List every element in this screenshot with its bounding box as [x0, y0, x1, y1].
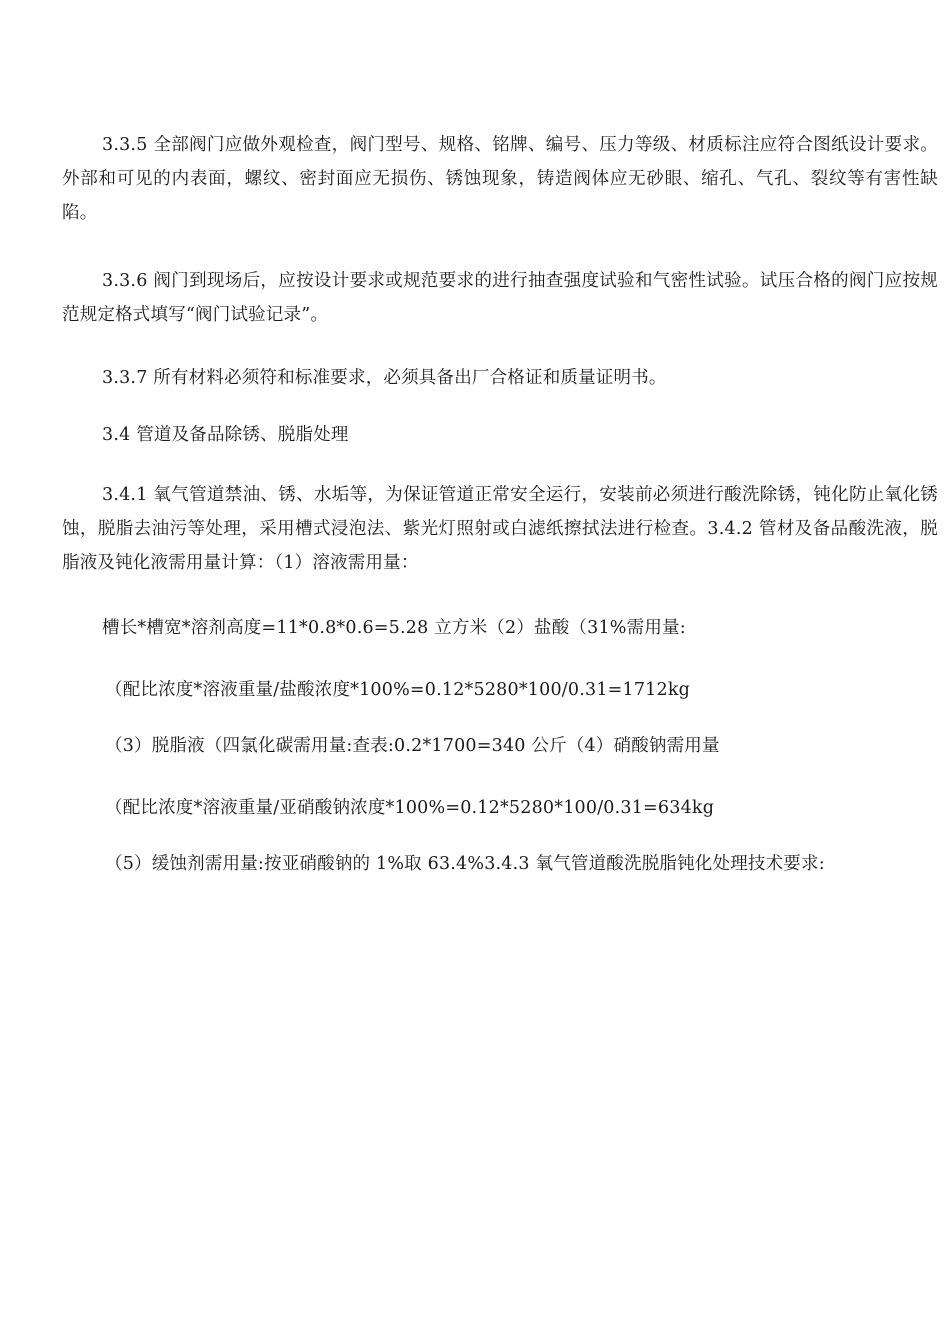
- paragraph-3-3-5: 3.3.5 全部阀门应做外观检查，阀门型号、规格、铭牌、编号、压力等级、材质标注应符合图纸设计要求。外部和可见的内表面，螺纹、密封面应无损伤、锈蚀现象，铸造阀体应无砂眼、缩孔、气孔、裂纹等有害性缺陷。: [62, 135, 938, 223]
- formula-line-degreasing: （3）脱脂液（四氯化碳需用量:查表:0.2*1700=340 公斤（4）硝酸钠需用量: [105, 736, 720, 756]
- formula-line-inhibitor: （5）缓蚀剂需用量:按亚硝酸钠的 1%取 63.4%3.4.3 氧气管道酸洗脱脂钝化处理技术要求:: [105, 854, 825, 874]
- paragraph-3-3-6: 3.3.6 阀门到现场后，应按设计要求或规范要求的进行抽查强度试验和气密性试验。试压合格的阀门应按规范规定格式填写“阀门试验记录”。: [62, 271, 938, 325]
- formula-line-hydrochloric-acid: （配比浓度*溶液重量/盐酸浓度*100%=0.12*5280*100/0.31=1712kg: [105, 680, 691, 700]
- formula-line-tank-volume: 槽长*槽宽*溶剂高度=11*0.8*0.6=5.28 立方米（2）盐酸（31%需用量:: [102, 618, 686, 638]
- formula-line-sodium-nitrite: （配比浓度*溶液重量/亚硝酸钠浓度*100%=0.12*5280*100/0.31=634kg: [105, 798, 715, 818]
- paragraph-3-4-1: 3.4.1 氧气管道禁油、锈、水垢等，为保证管道正常安全运行，安装前必须进行酸洗除锈，钝化防止氧化锈蚀，脱脂去油污等处理，采用槽式浸泡法、紫光灯照射或白滤纸擦拭法进行检查。3.4.2 管材及备品酸洗液，脱脂液及钝化液需用量计算：（1）溶液需用量：: [62, 485, 938, 573]
- section-heading-3-4: 3.4 管道及备品除锈、脱脂处理: [102, 425, 349, 445]
- paragraph-3-3-7: 3.3.7 所有材料必须符和标准要求，必须具备出厂合格证和质量证明书。: [102, 368, 667, 388]
